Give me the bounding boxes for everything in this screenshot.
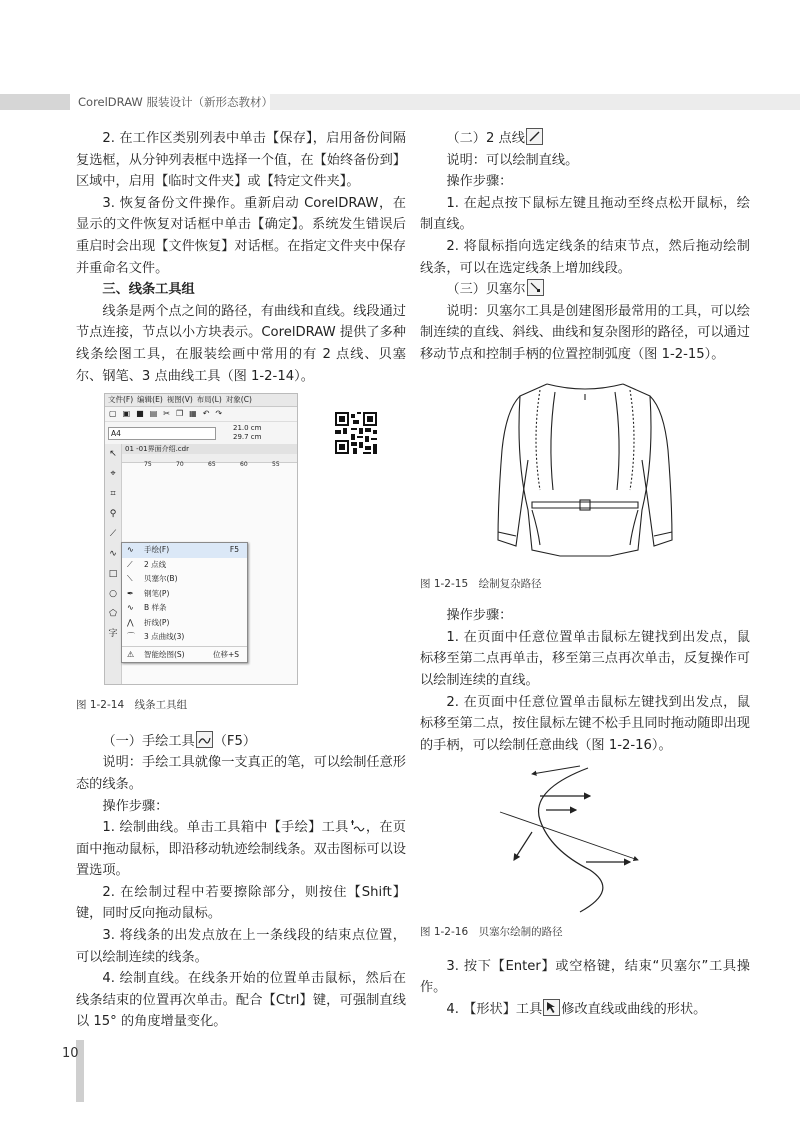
paragraph: 1. 在页面中任意位置单击鼠标左键找到出发点，鼠标移至第二点再单击，移至第三点再次单击，反复操作可以绘制连续的直线。 — [420, 629, 750, 688]
ellipse-tool-icon: ○ — [109, 589, 117, 600]
flyout-item-3-point-curve — [122, 630, 247, 645]
subsection-shortcut: （F5） — [213, 733, 257, 749]
open-icon: ▣ — [122, 409, 131, 419]
paste-icon: ▦ — [189, 409, 197, 419]
property-bar — [105, 422, 297, 445]
pick-tool-icon: ↖ — [109, 449, 117, 460]
paragraph-text: 修改直线或曲线的形状。 — [561, 1002, 707, 1018]
section-title: 三、线条工具组 — [102, 282, 195, 298]
paragraph-text: 4. 【形状】工具 — [446, 1002, 543, 1018]
bezier-path-illustration — [420, 760, 750, 918]
paragraph: 说明：手绘工具就像一支真正的笔，可以绘制任意形态的线条。 — [76, 755, 406, 792]
shortcut-label: F5 — [229, 545, 239, 555]
menu-item: 布局(L) — [196, 395, 222, 405]
flyout-item-label: 钢笔(P) — [144, 588, 170, 598]
crop-tool-icon: ⌗ — [110, 489, 116, 500]
ruler-tick: 75 — [144, 461, 152, 469]
paragraph: 3. 将线条的出发点放在上一条线段的结束点位置，可以绘制连续的线条。 — [76, 928, 406, 965]
flyout-item-label: 2 点线 — [144, 559, 167, 569]
freehand-tool-icon — [350, 819, 365, 834]
paragraph: 说明：可以绘制直线。 — [446, 152, 579, 168]
bezier-tool-icon — [527, 279, 544, 296]
figure-caption: 图 1-2-14 线条工具组 — [76, 699, 188, 712]
ruler-tick: 55 — [272, 461, 280, 469]
shape-tool-icon: ⌖ — [110, 469, 116, 480]
artistic-media-icon: ∿ — [109, 549, 117, 560]
flyout-item-label: 3 点曲线(3) — [144, 632, 185, 642]
line-tools-flyout — [121, 542, 248, 663]
flyout-item-pen — [122, 587, 247, 602]
horizontal-ruler — [122, 454, 297, 469]
zoom-tool-icon: ⚲ — [109, 509, 117, 520]
paragraph: 操作步骤： — [446, 608, 513, 624]
menu-item: 文件(F) — [108, 395, 134, 405]
text-tool-icon: 字 — [108, 629, 118, 640]
paragraph — [76, 817, 406, 882]
rectangle-tool-icon: □ — [108, 569, 118, 580]
subsection-title — [76, 731, 406, 753]
flyout-item-label: 折线(P) — [144, 617, 170, 627]
garment-illustration — [420, 370, 750, 568]
freehand-tool-icon: ⟋ — [109, 529, 117, 540]
left-column — [76, 128, 406, 1033]
flyout-item-2-point-line — [122, 558, 247, 573]
menu-item: 视图(V) — [166, 395, 193, 405]
paragraph: 3. 按下【Enter】或空格键，结束“贝塞尔”工具操作。 — [420, 958, 750, 996]
new-file-icon: ▢ — [109, 409, 117, 419]
document-tab: 01 -01界面介绍.cdr — [122, 444, 298, 454]
paragraph: 2. 在页面中任意位置单击鼠标左键找到出发点，鼠标移至第二点，按住鼠标左键不松手且同时拖动随即出现的手柄，可以绘制任意曲线（图 1-2-16）。 — [420, 694, 750, 753]
flyout-item-bezier — [122, 572, 247, 587]
bezier-icon: ⟍ — [127, 574, 133, 584]
two-point-line-icon: ⟋ — [127, 559, 133, 569]
paragraph: 说明：贝塞尔工具是创建图形最常用的工具，可以绘制连续的直线、斜线、曲线和复杂图形的路径，可以通过移动节点和控制手柄的位置控制弧度（图 1-2-15）。 — [420, 303, 750, 362]
pen-icon: ✒ — [127, 588, 134, 598]
flyout-item-polyline — [122, 616, 247, 631]
menu-bar — [105, 394, 297, 407]
undo-icon: ↶ — [202, 409, 210, 419]
freehand-tool-icon — [196, 731, 213, 748]
b-spline-icon: ∿ — [127, 603, 134, 613]
page-number: 10 — [62, 1046, 79, 1061]
figure-caption: 图 1-2-15 绘制复杂路径 — [420, 577, 542, 590]
flyout-item-label: B 样条 — [144, 603, 167, 613]
paragraph: 2. 在绘制过程中若要擦除部分，则按住【Shift】键，同时反向拖动鼠标。 — [76, 884, 406, 922]
flyout-item-label: 智能绘图(S) — [144, 649, 185, 659]
polygon-tool-icon: ⬠ — [109, 609, 117, 620]
print-icon: ▤ — [149, 409, 158, 419]
header-decor-bar — [0, 94, 70, 110]
menu-item: 编辑(E) — [137, 395, 163, 405]
subsection-title-text: （二）2 点线 — [446, 131, 525, 146]
redo-icon: ↷ — [215, 409, 223, 419]
header-decor-bar-right — [270, 94, 800, 110]
ruler-tick: 70 — [176, 461, 184, 469]
subsection-title — [420, 279, 750, 301]
three-point-curve-icon: ⌒ — [127, 632, 135, 642]
two-point-line-icon — [526, 128, 543, 145]
menu-item: 对象(C) — [225, 395, 252, 405]
subsection-title-text: （三）贝塞尔 — [446, 282, 526, 298]
smart-drawing-icon: ⚠ — [127, 649, 135, 659]
paragraph: 1. 在起点按下鼠标左键且拖动至终点松开鼠标，绘制直线。 — [420, 195, 750, 233]
polyline-icon: ⋀ — [127, 617, 134, 627]
paragraph — [420, 999, 750, 1021]
paragraph: 4. 绘制直线。在线条开始的位置单击鼠标，然后在线条结束的位置再次单击。配合【Ctrl】键，可强制直线以 15° 的角度增量变化。 — [76, 971, 406, 1030]
shortcut-label: 位移+S — [212, 649, 239, 659]
flyout-item-smart-drawing — [122, 648, 247, 663]
paragraph: 操作步骤： — [446, 174, 513, 190]
flyout-item-b-spline — [122, 601, 247, 616]
page-dimensions — [233, 424, 261, 442]
shape-tool-icon — [543, 999, 560, 1016]
toolbox — [105, 444, 122, 684]
paragraph-text: 1. 绘制曲线。单击工具箱中【手绘】工具 — [102, 820, 349, 836]
paragraph-text: ，在页面中拖动鼠标，即沿移动轨迹绘制线条。双击图标可以设置选项。 — [76, 820, 406, 879]
paragraph: 线条是两个点之间的路径，有曲线和直线。线段通过节点连接，节点以小方块表示。CorelDRAW 提供了多种线条绘图工具，在服装绘画中常用的有 2 点线、贝塞尔、钢笔、3 点曲线工具（图 1-2-14）。 — [76, 303, 406, 384]
paragraph: 2. 在工作区类别列表中单击【保存】，启用备份间隔复选框，从分钟列表框中选择一个值，在【始终备份到】区域中，启用【临时文件夹】或【特定文件夹】。 — [76, 131, 406, 190]
paper-size-select: A4 — [108, 427, 216, 440]
page-height: 29.7 cm — [233, 433, 262, 442]
page-width: 21.0 cm — [233, 424, 262, 433]
flyout-item-freehand — [122, 543, 247, 558]
paragraph: 3. 恢复备份文件操作。重新启动 CorelDRAW，在显示的文件恢复对话框中单击【确定】。系统发生错误后重启时会出现【文件恢复】对话框。在指定文件夹中保存并重命名文件。 — [76, 195, 406, 276]
subsection-title — [420, 128, 750, 150]
paragraph: 操作步骤： — [102, 798, 169, 814]
flyout-item-label: 手绘(F) — [144, 545, 170, 555]
save-icon: ■ — [136, 409, 144, 419]
subsection-title-text: （一）手绘工具 — [102, 733, 195, 749]
ruler-tick: 65 — [208, 461, 216, 469]
cut-icon: ✂ — [163, 409, 170, 419]
qr-code — [335, 412, 377, 454]
ruler-tick: 60 — [240, 461, 248, 469]
freehand-icon: ∿ — [127, 545, 134, 555]
flyout-separator — [122, 646, 247, 647]
coreldraw-screenshot — [104, 393, 298, 685]
right-column — [420, 128, 750, 1021]
running-header: CorelDRAW 服装设计（新形态教材） — [78, 95, 273, 109]
paragraph: 2. 将鼠标指向选定线条的结束节点，然后拖动绘制线条，可以在选定线条上增加线段。 — [420, 238, 750, 276]
figure-caption: 图 1-2-16 贝塞尔绘制的路径 — [420, 926, 563, 939]
flyout-item-label: 贝塞尔(B) — [144, 574, 178, 584]
copy-icon: ❐ — [175, 409, 184, 419]
